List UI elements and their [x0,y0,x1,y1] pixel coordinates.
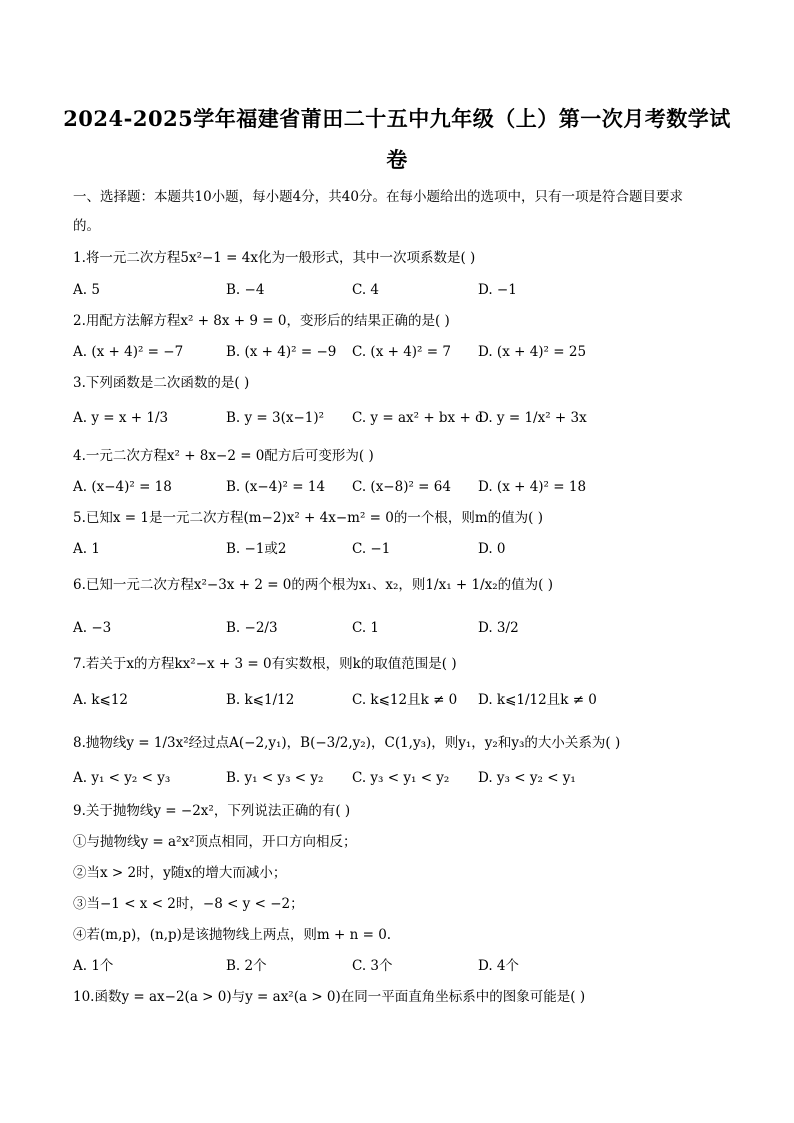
question-7-option-b: B. k⩽1/12 [226,692,295,708]
question-2-option-a: A. (x + 4)² = −7 [73,344,184,360]
question-6-options [73,620,733,638]
question-4-option-d: D. (x + 4)² = 18 [478,479,587,495]
question-7-option-d: D. k⩽1/12且k ≠ 0 [478,692,597,708]
question-3-option-b: B. y = 3(x−1)² [226,410,325,426]
question-8-option-a: A. y₁ < y₂ < y₃ [73,770,171,786]
question-3-options [73,410,733,428]
question-5-option-b: B. −1或2 [226,541,287,557]
question-3-option-c: C. y = ax² + bx + c [352,410,483,426]
question-1-option-c: C. 4 [352,282,380,298]
question-6-option-c: C. 1 [352,620,380,636]
question-8-option-b: B. y₁ < y₃ < y₂ [226,770,324,786]
question-5-stem: 5.已知x = 1是一元二次方程(m−2)x² + 4x−m² = 0的一个根，则m的值为( ) [73,510,543,526]
question-5-option-c: C. −1 [352,541,391,557]
question-8-option-c: C. y₃ < y₁ < y₂ [352,770,450,786]
question-7-option-a: A. k⩽12 [73,692,129,708]
question-2-options [73,344,733,362]
question-4-option-b: B. (x−4)² = 14 [226,479,326,495]
question-9-statement-1: ①与抛物线y = a²x²顶点相同，开口方向相反； [73,834,357,850]
question-4-option-c: C. (x−8)² = 64 [352,479,451,495]
section-heading-line2: 的。 [73,218,100,234]
question-7-option-c: C. k⩽12且k ≠ 0 [352,692,458,708]
exam-title-line1: 2024-2025学年福建省莆田二十五中九年级（上）第一次月考数学试 [63,106,731,131]
question-5-options [73,541,733,559]
question-6-option-a: A. −3 [73,620,112,636]
question-1-option-a: A. 5 [73,282,100,298]
question-1-option-b: B. −4 [226,282,265,298]
question-1-stem: 1.将一元二次方程5x²−1 = 4x化为一般形式，其中一次项系数是( ) [73,250,476,266]
question-6-stem: 6.已知一元二次方程x²−3x + 2 = 0的两个根为x₁、x₂，则1/x₁ + 1/x₂的值为( ) [73,577,553,593]
question-8-options [73,770,733,788]
question-9-statement-3: ③当−1 < x < 2时，−8 < y < −2； [73,896,304,912]
question-3-stem: 3.下列函数是二次函数的是( ) [73,375,250,391]
question-9-option-a: A. 1个 [73,958,114,974]
question-4-stem: 4.一元二次方程x² + 8x−2 = 0配方后可变形为( ) [73,448,374,464]
question-9-statement-4: ④若(m,p)，(n,p)是该抛物线上两点，则m + n = 0. [73,927,392,943]
question-3-option-d: D. y = 1/x² + 3x [478,410,587,426]
question-9-options [73,958,733,976]
question-2-stem: 2.用配方法解方程x² + 8x + 9 = 0，变形后的结果正确的是( ) [73,313,450,329]
question-1-options [73,282,733,300]
question-2-option-d: D. (x + 4)² = 25 [478,344,587,360]
question-3-option-a: A. y = x + 1/3 [73,410,169,426]
question-10-stem: 10.函数y = ax−2(a > 0)与y = ax²(a > 0)在同一平面直角坐标系中的图象可能是( ) [73,989,586,1005]
question-2-option-c: C. (x + 4)² = 7 [352,344,451,360]
question-9-option-d: D. 4个 [478,958,520,974]
exam-title-line2: 卷 [386,147,408,172]
question-8-option-d: D. y₃ < y₂ < y₁ [478,770,576,786]
question-6-option-b: B. −2/3 [226,620,278,636]
question-7-stem: 7.若关于x的方程kx²−x + 3 = 0有实数根，则k的取值范围是( ) [73,656,457,672]
question-4-option-a: A. (x−4)² = 18 [73,479,172,495]
question-9-statement-2: ②当x > 2时，y随x的增大而减小； [73,865,287,881]
question-9-option-b: B. 2个 [226,958,267,974]
question-5-option-a: A. 1 [73,541,100,557]
question-4-options [73,479,733,497]
question-5-option-d: D. 0 [478,541,506,557]
question-7-options [73,692,733,710]
section-heading-line1: 一、选择题：本题共10小题，每小题4分，共40分。在每小题给出的选项中，只有一项是符合题目要求 [73,189,683,205]
question-9-stem: 9.关于抛物线y = −2x²，下列说法正确的有( ) [73,803,351,819]
question-1-option-d: D. −1 [478,282,517,298]
question-8-stem: 8.抛物线y = 1/3x²经过点A(−2,y₁)，B(−3/2,y₂)，C(1,y₃)，则y₁，y₂和y₃的大小关系为( ) [73,735,621,751]
question-2-option-b: B. (x + 4)² = −9 [226,344,337,360]
question-9-option-c: C. 3个 [352,958,393,974]
question-6-option-d: D. 3/2 [478,620,519,636]
